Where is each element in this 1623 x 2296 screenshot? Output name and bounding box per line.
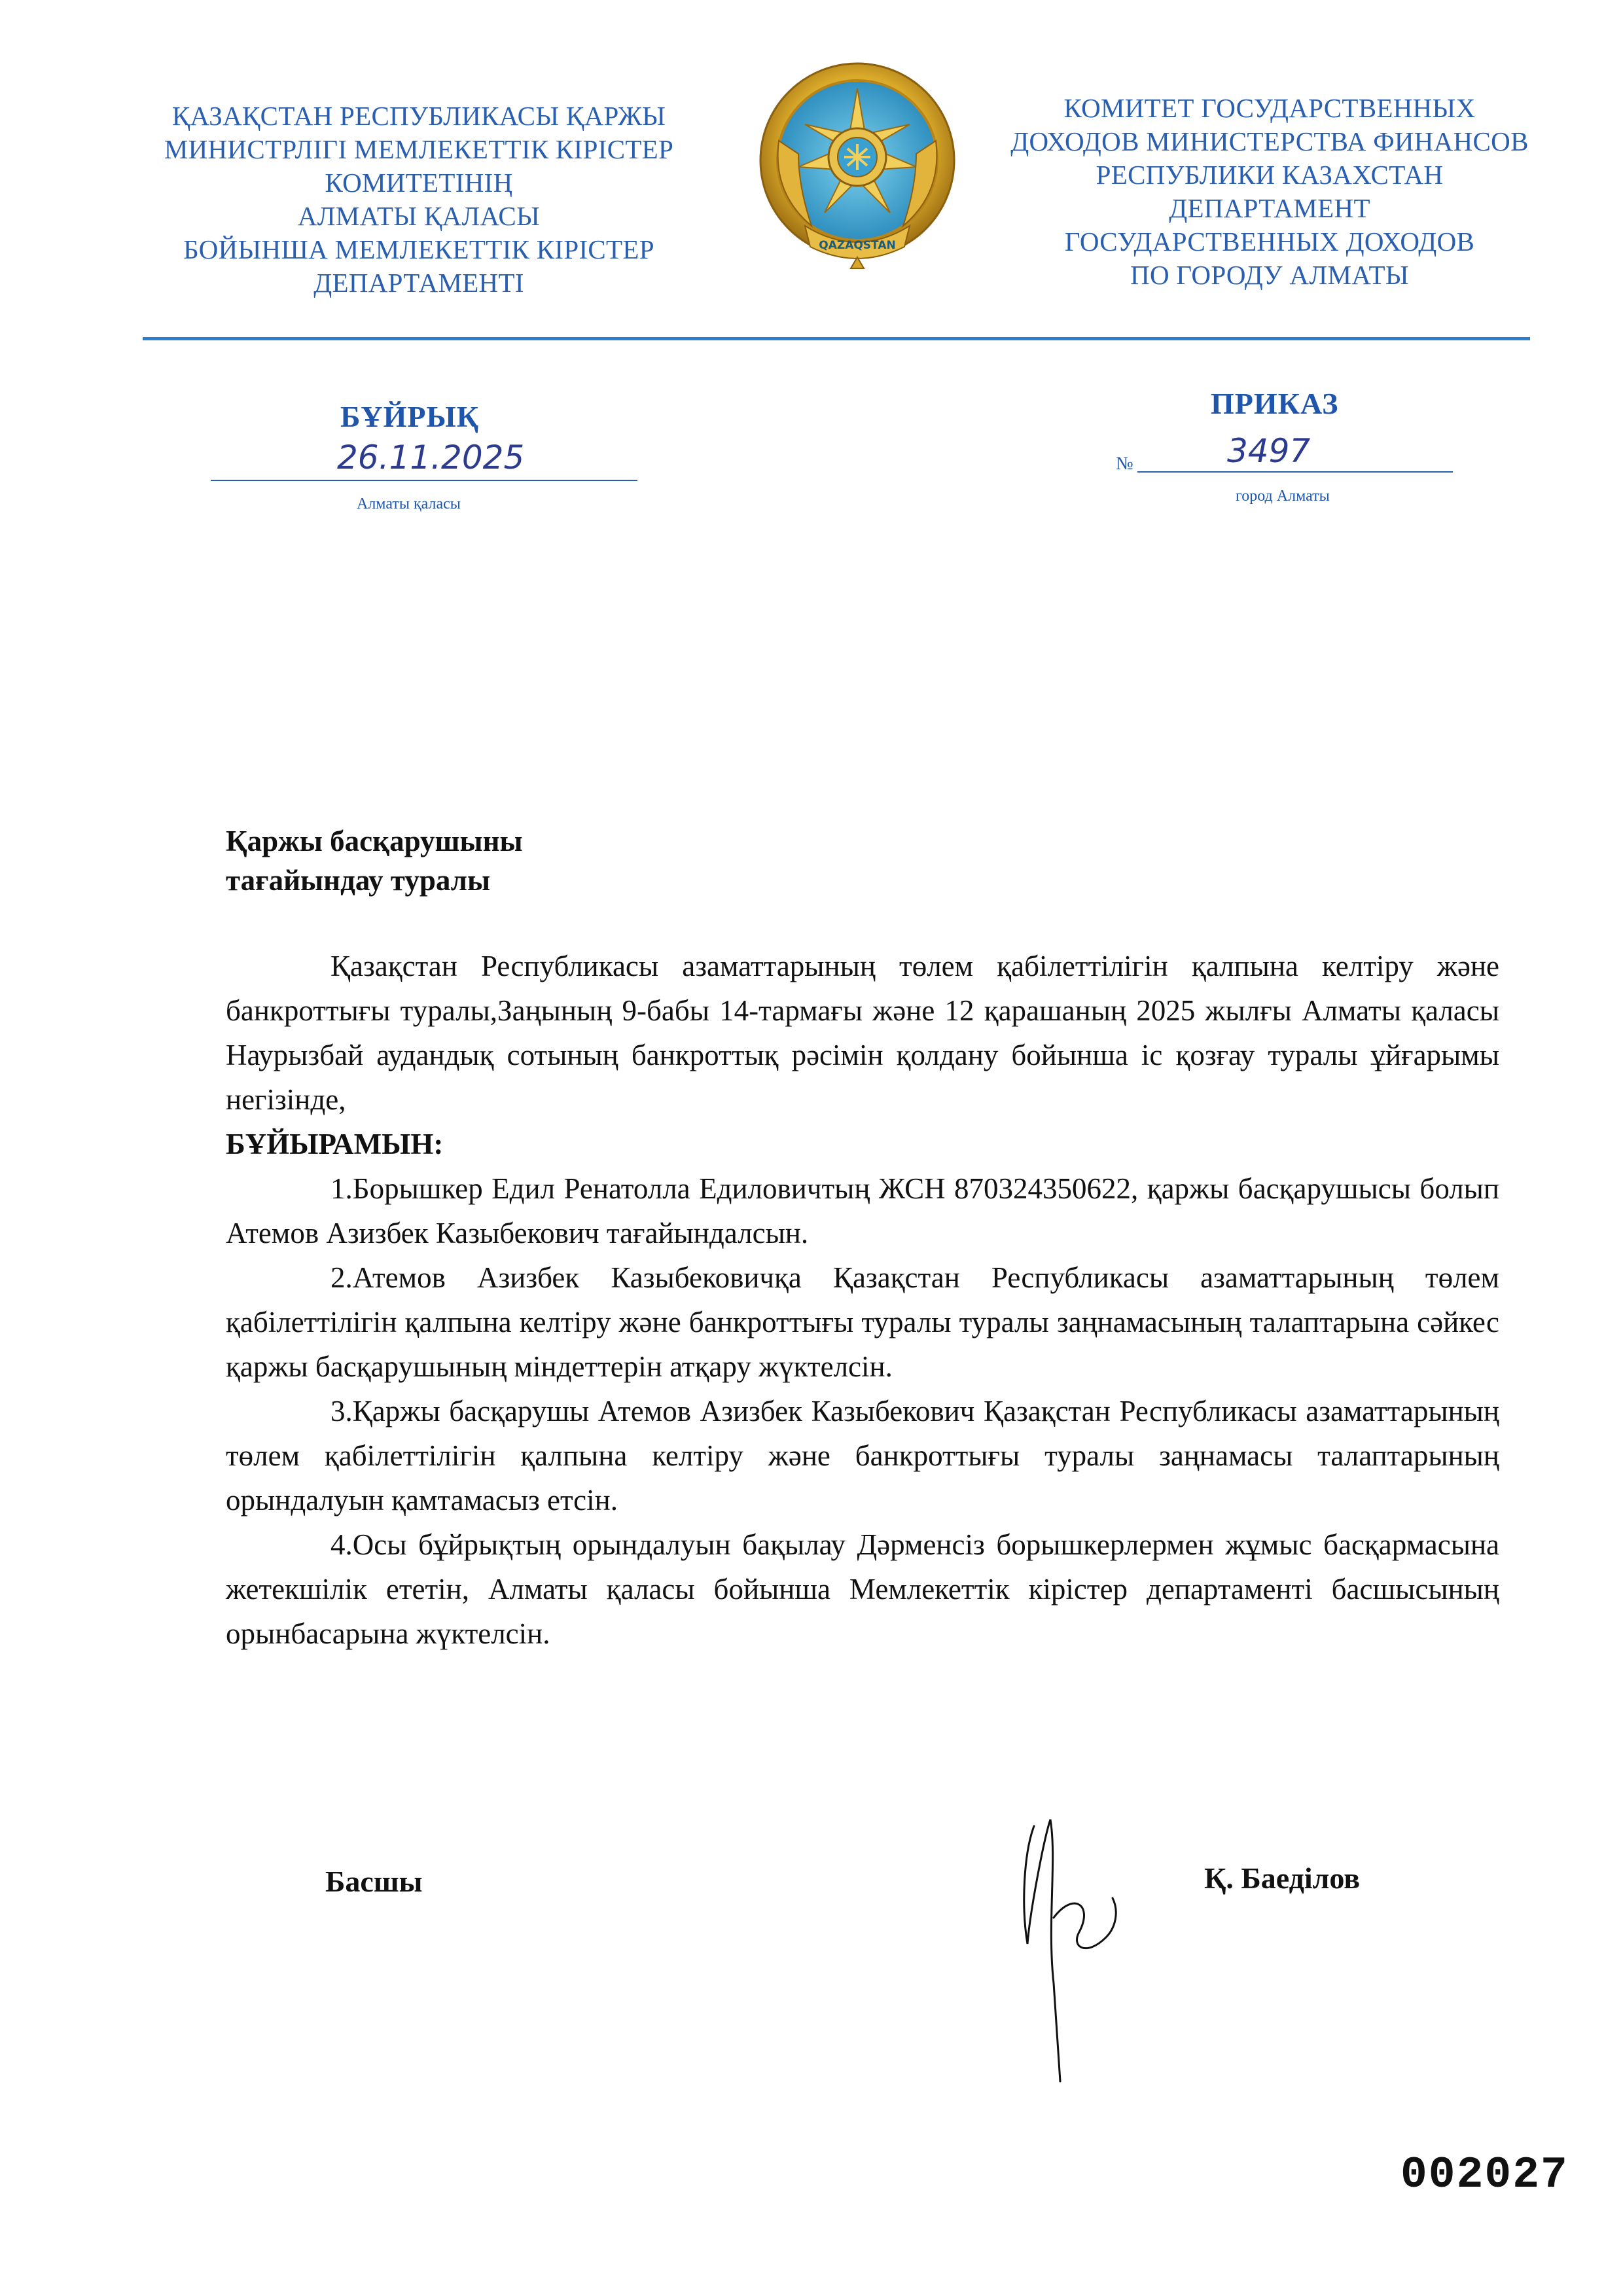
order-place-kz: Алматы қаласы [357,495,461,512]
state-emblem-icon [753,62,962,278]
header-right-line: РЕСПУБЛИКИ КАЗАХСТАН [1096,160,1444,190]
preamble-paragraph: Қазақстан Республикасы азаматтарының төлем қабілеттілігін қалпына келтіру және банкроттығы туралы,Заңының 9-бабы 14-тармағы және 12 қарашаның 2025 жылғы Алматы қаласы Наурызбай аудандық сотының банкроттық рәсімін қолдану бойынша іс қозғау туралы ұйғарымы негізінде, [226,950,1499,1116]
order-title-ru: ПРИКАЗ [1211,387,1339,420]
handwritten-signature [1008,1813,1132,2088]
header-right-line: КОМИТЕТ ГОСУДАРСТВЕННЫХ [1063,93,1476,123]
order-item: 2.Атемов Азизбек Казыбековичқа Қазақстан Республикасы азаматтарының төлем қабілеттілігін қалпына келтіру және банкроттығы туралы туралы заңнамасының талаптарына сәйкес қаржы басқарушының міндеттерін атқару жүктелсін. [226,1261,1499,1383]
header-right-line: ДОХОДОВ МИНИСТЕРСТВА ФИНАНСОВ [1010,126,1529,156]
order-body [226,944,1499,1656]
order-number-sign: № [1116,454,1133,474]
header-right-line: ГОСУДАРСТВЕННЫХ ДОХОДОВ [1064,226,1475,257]
order-place-ru: город Алматы [1236,488,1330,505]
header-left-org-name [128,99,710,300]
header-divider [143,337,1530,340]
number-underline [1137,471,1453,473]
subject-line: тағайындау туралы [226,864,491,897]
header-left-line: ҚАЗАҚСТАН РЕСПУБЛИКАСЫ ҚАРЖЫ [171,101,666,131]
order-item: 3.Қаржы басқарушы Атемов Азизбек Казыбекович Қазақстан Республикасы азаматтарының төлем қабілеттілігін қалпына келтіру және банкроттығы туралы заңнамасы талаптарының орындалуын қамтамасыз етсін. [226,1395,1499,1516]
header-left-line: МИНИСТРЛІГІ МЕМЛЕКЕТТІК КІРІСТЕР [164,134,674,164]
order-date: 26.11.2025 [337,439,525,476]
order-word: БҰЙЫРАМЫН: [226,1128,444,1160]
order-title-kz: БҰЙРЫҚ [340,400,480,433]
emblem-text: QAZAQSTAN [819,239,896,252]
header-left-line: БОЙЫНША МЕМЛЕКЕТТІК КІРІСТЕР [183,234,654,264]
subject-line: Қаржы басқарушыны [226,825,523,857]
signatory-role: Басшы [325,1865,423,1898]
order-number: 3497 [1227,432,1311,470]
header-right-line: ДЕПАРТАМЕНТ [1169,193,1370,223]
date-underline [211,480,637,481]
header-left-line: ДЕПАРТАМЕНТІ [313,268,524,298]
order-item: 4.Осы бұйрықтың орындалуын бақылау Дәрменсіз борышкерлермен жұмыс басқармасына жетекшілік ететін, Алматы қаласы бойынша Мемлекеттік кірістер департаменті басшысының орынбасарына жүктелсін. [226,1528,1499,1650]
form-serial-number: 002027 [1400,2150,1569,2200]
header-right-org-name [982,92,1558,292]
order-subject [226,821,523,900]
order-item: 1.Борышкер Едил Ренатолла Едиловичтың ЖСН 870324350622, қаржы басқарушысы болып Атемов Азизбек Казыбекович тағайындалсын. [226,1172,1499,1249]
signatory-name: Қ. Баеділов [1204,1861,1361,1895]
header-left-line: КОМИТЕТІНІҢ [325,168,513,198]
header-right-line: ПО ГОРОДУ АЛМАТЫ [1130,260,1409,290]
header-left-line: АЛМАТЫ ҚАЛАСЫ [297,201,541,231]
